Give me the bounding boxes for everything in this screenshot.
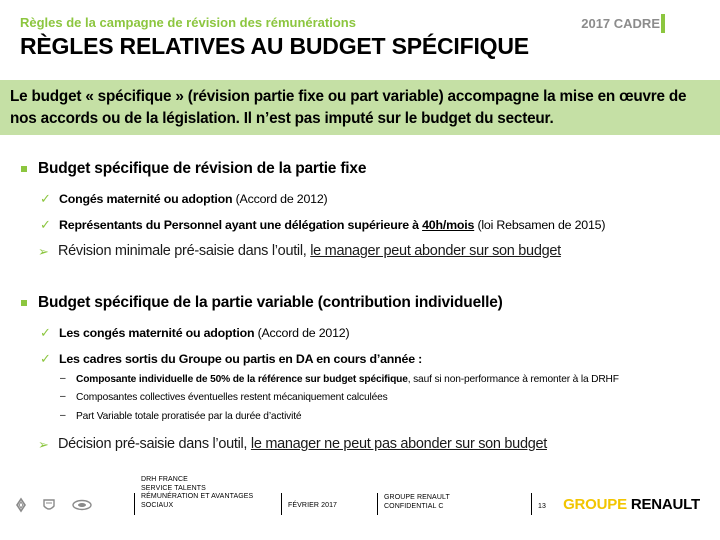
section2-note-underlined: le manager ne peut pas abonder sur son budget	[250, 436, 547, 452]
brand-logos	[14, 497, 124, 513]
section1-note	[58, 243, 561, 259]
section2-note	[58, 436, 547, 452]
section2-item1	[59, 326, 349, 340]
dacia-shield-icon	[44, 500, 54, 509]
footer-divider	[377, 493, 378, 515]
section1-item2-bold: Représentants du Personnel ayant une délégation supérieure à	[59, 218, 423, 232]
footer-divider	[281, 493, 282, 515]
section2-subitem1	[76, 374, 619, 385]
arrow-icon: ➢	[38, 437, 49, 452]
page-number: 13	[538, 503, 546, 510]
section2-item1-rest: (Accord de 2012)	[254, 326, 350, 340]
section2-subitem2: Composantes collectives éventuelles restent mécaniquement calculées	[76, 392, 388, 403]
samsung-motors-icon	[73, 501, 91, 510]
section2-note-plain: Décision pré-saisie dans l’outil,	[58, 436, 251, 452]
slide-tag: 2017 CADRE	[581, 16, 660, 31]
section1-item2	[59, 218, 605, 232]
tag-accent-bar	[661, 14, 665, 33]
footer-group-line: GROUPE RENAULT	[384, 494, 450, 501]
footer-date: FÉVRIER 2017	[288, 502, 338, 509]
section2-subitem3: Part Variable totale proratisée par la durée d’activité	[76, 411, 302, 422]
brand-logos-svg	[14, 497, 124, 513]
arrow-icon: ➢	[38, 244, 49, 259]
footer-divider	[134, 493, 135, 515]
logo-groupe: GROUPE	[563, 496, 631, 513]
section1-item1-bold: Congés maternité ou adoption	[59, 192, 233, 206]
footer-confidentiality	[384, 494, 450, 511]
groupe-renault-logo	[563, 496, 700, 513]
check-icon: ✓	[40, 217, 51, 232]
section2-item2-bold: Les cadres sortis du Groupe ou partis en DA en cours d’année :	[59, 352, 423, 366]
logo-renault: RENAULT	[630, 496, 700, 513]
dash-bullet-icon: –	[60, 391, 66, 402]
footer-dept-line: SERVICE TALENTS	[141, 484, 206, 492]
slide-supertitle: Règles de la campagne de révision des rémunérations	[20, 15, 356, 30]
section2-item1-bold: Les congés maternité ou adoption	[59, 326, 255, 340]
footer-department	[141, 476, 253, 510]
section1-item2-rest: (loi Rebsamen de 2015)	[474, 218, 606, 232]
section2-heading: Budget spécifique de la partie variable (contribution individuelle)	[38, 294, 503, 311]
section1-item1	[59, 192, 327, 206]
section1-note-underlined: le manager peut abonder sur son budget	[310, 243, 561, 259]
section2-subitem1-rest: , sauf si non-performance à remonter à la DRHF	[407, 374, 619, 385]
section1-heading: Budget spécifique de révision de la partie fixe	[38, 160, 367, 177]
footer-dept-line: DRH FRANCE	[141, 476, 188, 483]
footer-divider	[531, 493, 532, 515]
square-bullet-icon	[21, 166, 27, 172]
dash-bullet-icon: –	[60, 410, 66, 421]
footer-dept-line: RÉMUNÉRATION ET AVANTAGES	[141, 493, 254, 501]
summary-banner-text: Le budget « spécifique » (révision partie fixe ou part variable) accompagne la mise en œuvre de nos accords ou de la législation. Il n’est pas imputé sur le budget du secteur.	[10, 88, 687, 127]
check-icon: ✓	[40, 191, 51, 206]
section1-note-plain: Révision minimale pré-saisie dans l’outil,	[58, 243, 311, 259]
check-icon: ✓	[40, 325, 51, 340]
section1-item1-rest: (Accord de 2012)	[232, 192, 328, 206]
slide-title: RÈGLES RELATIVES AU BUDGET SPÉCIFIQUE	[20, 33, 529, 59]
footer-group-line: CONFIDENTIAL C	[384, 502, 444, 510]
square-bullet-icon	[21, 300, 27, 306]
check-icon: ✓	[40, 351, 51, 366]
section2-item2	[59, 352, 422, 366]
section1-item2-threshold: 40h/mois	[422, 218, 475, 232]
renault-diamond-icon	[17, 499, 25, 511]
footer-dept-line: SOCIAUX	[141, 501, 174, 509]
dash-bullet-icon: –	[60, 373, 66, 384]
section2-subitem1-bold: Composante individuelle de 50% de la référence sur budget spécifique	[76, 374, 408, 385]
